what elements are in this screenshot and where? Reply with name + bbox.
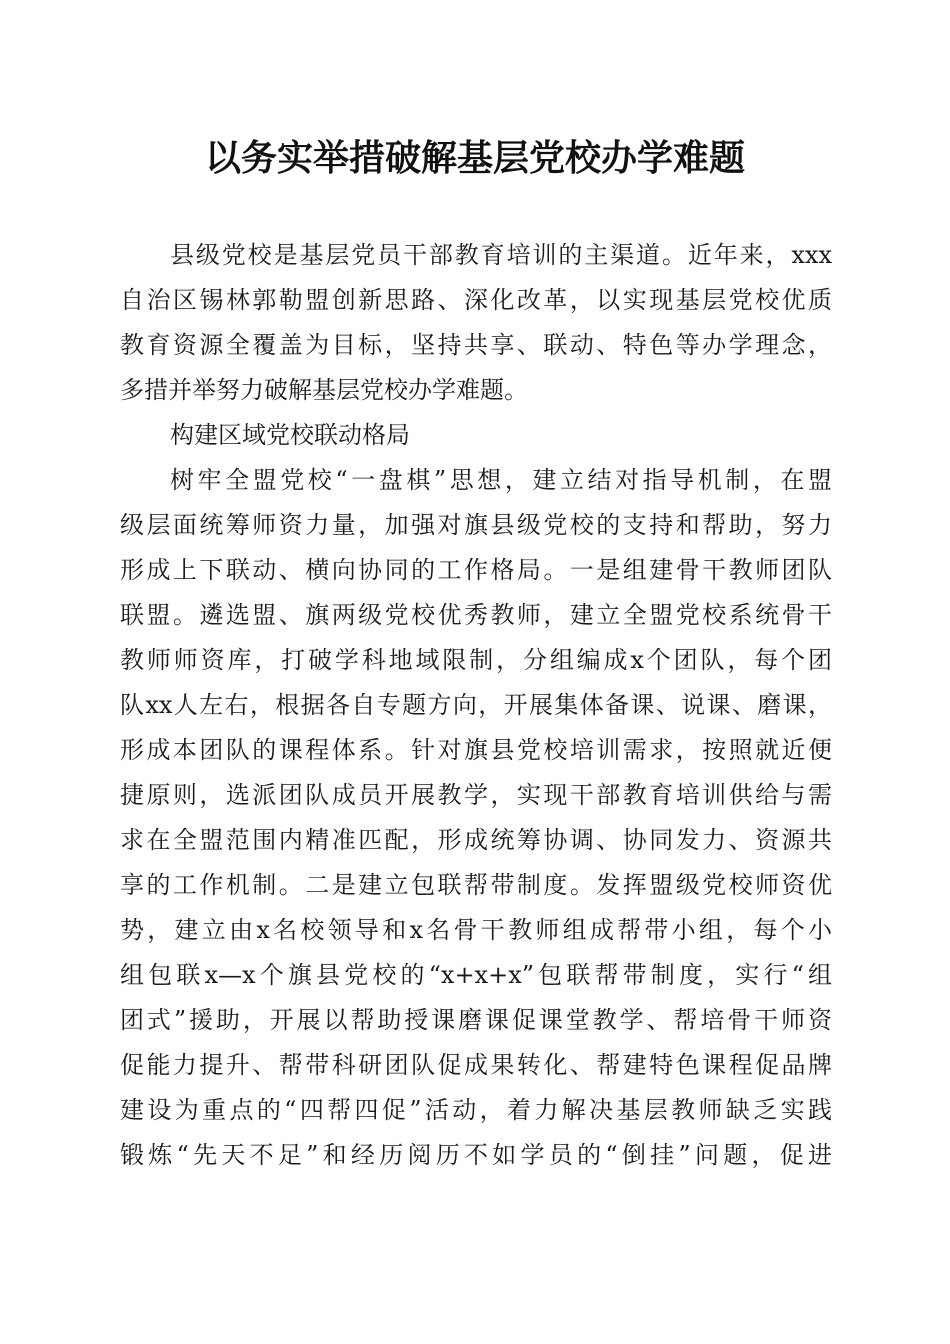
body-text-line: 联盟。遴选盟、旗两级党校优秀教师，建立全盟党校系统骨干 bbox=[120, 601, 832, 629]
body-text-line: 队xx人左右，根据各自专题方向，开展集体备课、说课、磨课， bbox=[120, 691, 832, 719]
body-text-line: 级层面统筹师资力量，加强对旗县级党校的支持和帮助，努力 bbox=[120, 511, 832, 539]
body-text-line: 求在全盟范围内精准匹配，形成统筹协调、协同发力、资源共 bbox=[120, 826, 832, 854]
body-text-line: 锻炼“先天不足”和经历阅历不如学员的“倒挂”问题，促进 bbox=[120, 1141, 832, 1169]
body-text-line: 团式”援助，开展以帮助授课磨课促课堂教学、帮培骨干师资 bbox=[120, 1006, 832, 1034]
body-text-line: 教育资源全覆盖为目标，坚持共享、联动、特色等办学理念， bbox=[120, 331, 832, 359]
body-text-line: 促能力提升、帮带科研团队促成果转化、帮建特色课程促品牌 bbox=[120, 1051, 832, 1079]
body-text-line: 教师师资库，打破学科地域限制，分组编成x个团队，每个团 bbox=[120, 646, 832, 674]
body-text-line: 组包联x—x个旗县党校的“x+x+x”包联帮带制度，实行“组 bbox=[120, 961, 832, 989]
body-text-line: 自治区锡林郭勒盟创新思路、深化改革，以实现基层党校优质 bbox=[120, 286, 832, 314]
body-text-line: 县级党校是基层党员干部教育培训的主渠道。近年来，xxx bbox=[170, 241, 832, 269]
body-text-line: 形成上下联动、横向协同的工作格局。一是组建骨干教师团队 bbox=[120, 556, 832, 584]
body-text-line: 形成本团队的课程体系。针对旗县党校培训需求，按照就近便 bbox=[120, 736, 832, 764]
body-text-line: 势，建立由x名校领导和x名骨干教师组成帮带小组，每个小 bbox=[120, 916, 832, 944]
document-title: 以务实举措破解基层党校办学难题 bbox=[204, 137, 745, 179]
body-text-line: 构建区域党校联动格局 bbox=[170, 421, 410, 449]
body-text-line: 建设为重点的“四帮四促”活动，着力解决基层教师缺乏实践 bbox=[120, 1096, 832, 1124]
body-text-line: 多措并举努力破解基层党校办学难题。 bbox=[120, 376, 528, 404]
body-text-line: 享的工作机制。二是建立包联帮带制度。发挥盟级党校师资优 bbox=[120, 871, 832, 899]
body-text-line: 捷原则，选派团队成员开展教学，实现干部教育培训供给与需 bbox=[120, 781, 832, 809]
document-body bbox=[120, 233, 832, 1178]
body-text-line: 树牢全盟党校“一盘棋”思想，建立结对指导机制，在盟 bbox=[170, 466, 832, 494]
